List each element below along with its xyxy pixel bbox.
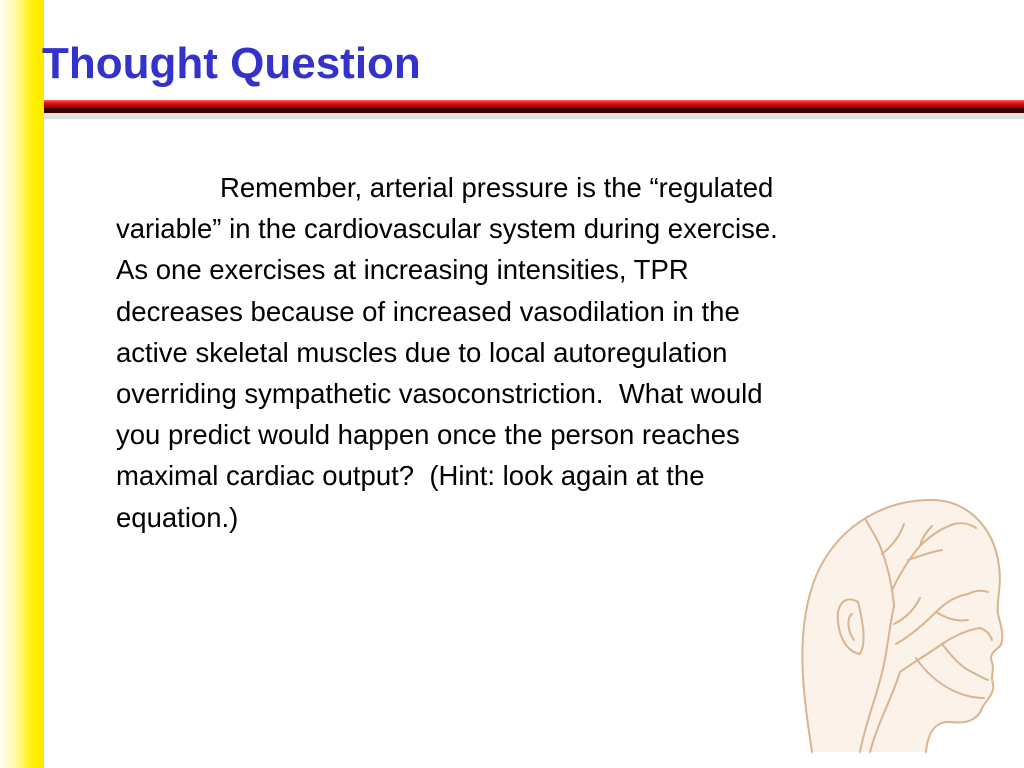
- body-paragraph: [116, 167, 956, 538]
- left-gradient-band: [0, 0, 44, 768]
- head-vasculature-icon: [796, 494, 1008, 756]
- slide-title: Thought Question: [42, 39, 421, 88]
- body-line: decreases because of increased vasodilation in the: [116, 295, 740, 327]
- title-underline-rule: [44, 100, 1024, 122]
- body-line: As one exercises at increasing intensities, TPR: [116, 254, 689, 286]
- body-line: active skeletal muscles due to local autoregulation: [116, 336, 728, 368]
- body-line: variable” in the cardiovascular system during exercise.: [116, 213, 778, 245]
- body-line: maximal cardiac output? (Hint: look again at the: [116, 460, 705, 492]
- body-line: Remember, arterial pressure is the “regulated: [220, 172, 774, 203]
- body-line: you predict would happen once the person reaches: [116, 419, 740, 451]
- body-line: equation.): [116, 501, 239, 533]
- body-line: overriding sympathetic vasoconstriction. What would: [116, 378, 763, 410]
